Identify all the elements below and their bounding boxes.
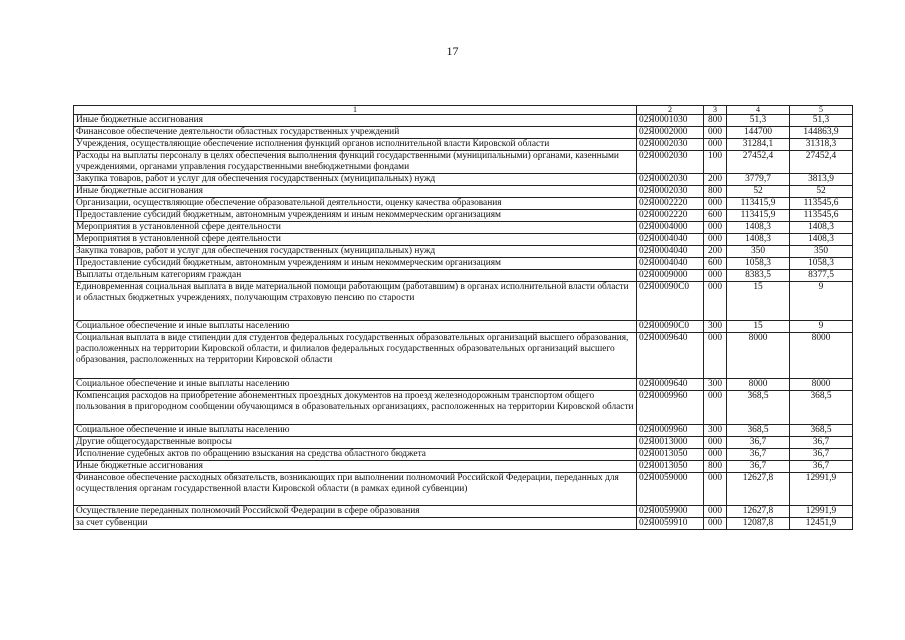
table-row	[74, 174, 853, 186]
row-code: 02Я0013050	[637, 461, 704, 473]
row-code: 02Я0002030	[637, 151, 704, 174]
row-type: 000	[704, 449, 727, 461]
row-name: Социальное обеспечение и иные выплаты населению	[74, 425, 637, 437]
row-name: Иные бюджетные ассигнования	[74, 461, 637, 473]
row-name: Закупка товаров, работ и услуг для обеспечения государственных (муниципальных) нужд	[74, 246, 637, 258]
table-row	[74, 246, 853, 258]
row-type: 000	[704, 506, 727, 518]
row-value-1: 51,3	[727, 115, 790, 127]
table-row	[74, 115, 853, 127]
row-name: Организации, осуществляющие обеспечение образовательной деятельности, оценку качества образования	[74, 198, 637, 210]
row-value-2: 368,5	[790, 391, 853, 425]
row-type: 800	[704, 115, 727, 127]
row-value-2: 36,7	[790, 449, 853, 461]
row-value-2: 12991,9	[790, 473, 853, 506]
row-type: 000	[704, 127, 727, 139]
table-row	[74, 139, 853, 151]
row-name: Исполнение судебных актов по обращению взыскания на средства областного бюджета	[74, 449, 637, 461]
table-row	[74, 222, 853, 234]
row-code: 02Я0013050	[637, 449, 704, 461]
row-name: Иные бюджетные ассигнования	[74, 186, 637, 198]
row-value-2: 51,3	[790, 115, 853, 127]
row-code: 02Я0004040	[637, 246, 704, 258]
row-value-1: 8000	[727, 333, 790, 379]
table-row	[74, 151, 853, 174]
table-row	[74, 186, 853, 198]
row-value-2: 3813,9	[790, 174, 853, 186]
row-value-1: 15	[727, 321, 790, 333]
row-type: 200	[704, 174, 727, 186]
table-row	[74, 258, 853, 270]
row-value-1: 1058,3	[727, 258, 790, 270]
row-type: 000	[704, 198, 727, 210]
table-row	[74, 234, 853, 246]
row-value-1: 52	[727, 186, 790, 198]
budget-table	[73, 105, 853, 530]
row-name: Финансовое обеспечение расходных обязательств, возникающих при выполнении полномочий Российской Федерации, переданных для осуществления органам государственной власти Кировской области (в рамках единой субвенции)	[74, 473, 637, 506]
row-type: 000	[704, 333, 727, 379]
row-value-1: 31284,1	[727, 139, 790, 151]
row-code: 02Я0009640	[637, 333, 704, 379]
row-name: Учреждения, осуществляющие обеспечение исполнения функций органов исполнительной власти Кировской области	[74, 139, 637, 151]
row-value-2: 368,5	[790, 425, 853, 437]
table-row	[74, 282, 853, 321]
row-value-2: 9	[790, 321, 853, 333]
row-value-1: 12627,8	[727, 473, 790, 506]
row-name: Социальная выплата в виде стипендии для студентов федеральных государственных образовательных организаций высшего образования, расположенных на территории Кировской области, и филиалов федеральных государственных образовательных организаций высшего образования, расположенных на территории Кировской области	[74, 333, 637, 379]
row-value-1: 8000	[727, 379, 790, 391]
row-code: 02Я00090С0	[637, 282, 704, 321]
row-code: 02Я0004040	[637, 234, 704, 246]
row-type: 300	[704, 379, 727, 391]
header-cell: 3	[704, 106, 727, 115]
row-name: Социальное обеспечение и иные выплаты населению	[74, 379, 637, 391]
row-value-2: 52	[790, 186, 853, 198]
header-cell: 2	[637, 106, 704, 115]
row-code: 02Я0059000	[637, 473, 704, 506]
row-value-1: 113415,9	[727, 198, 790, 210]
row-value-2: 8000	[790, 379, 853, 391]
row-code: 02Я0009960	[637, 391, 704, 425]
row-name: Предоставление субсидий бюджетным, автономным учреждениям и иным некоммерческим организациям	[74, 258, 637, 270]
header-cell: 5	[790, 106, 853, 115]
row-code: 02Я0004000	[637, 222, 704, 234]
row-name: Иные бюджетные ассигнования	[74, 115, 637, 127]
row-value-1: 36,7	[727, 437, 790, 449]
row-value-1: 368,5	[727, 391, 790, 425]
row-type: 800	[704, 186, 727, 198]
row-value-1: 12087,8	[727, 518, 790, 530]
table-row	[74, 518, 853, 530]
row-value-2: 8377,5	[790, 270, 853, 282]
row-type: 000	[704, 391, 727, 425]
row-name: Компенсация расходов на приобретение абонементных проездных документов на проезд железнодорожным транспортом общего пользования в пригородном сообщении обучающимся в образовательных организациях, расположенных на территории Кировской области	[74, 391, 637, 425]
row-value-1: 113415,9	[727, 210, 790, 222]
table-row	[74, 198, 853, 210]
row-value-2: 113545,6	[790, 210, 853, 222]
row-code: 02Я0059900	[637, 506, 704, 518]
row-value-1: 144700	[727, 127, 790, 139]
row-code: 02Я0001030	[637, 115, 704, 127]
row-name: Расходы на выплаты персоналу в целях обеспечения выполнения функций государственными (муниципальными) органами, казенными учреждениями, органами управления государственными внебюджетными фондами	[74, 151, 637, 174]
row-type: 000	[704, 234, 727, 246]
row-code: 02Я0009000	[637, 270, 704, 282]
table-row	[74, 127, 853, 139]
row-value-2: 27452,4	[790, 151, 853, 174]
row-value-2: 9	[790, 282, 853, 321]
row-type: 000	[704, 437, 727, 449]
row-code: 02Я0002000	[637, 127, 704, 139]
header-cell: 4	[727, 106, 790, 115]
table-row	[74, 210, 853, 222]
row-type: 000	[704, 518, 727, 530]
row-value-2: 1408,3	[790, 234, 853, 246]
row-value-2: 12451,9	[790, 518, 853, 530]
row-value-1: 36,7	[727, 449, 790, 461]
row-value-2: 113545,6	[790, 198, 853, 210]
row-type: 000	[704, 473, 727, 506]
row-code: 02Я0002220	[637, 198, 704, 210]
row-value-2: 8000	[790, 333, 853, 379]
row-type: 000	[704, 270, 727, 282]
row-code: 02Я0002220	[637, 210, 704, 222]
table-row	[74, 437, 853, 449]
row-value-2: 12991,9	[790, 506, 853, 518]
row-value-1: 350	[727, 246, 790, 258]
row-type: 800	[704, 461, 727, 473]
table-row	[74, 270, 853, 282]
row-value-2: 31318,3	[790, 139, 853, 151]
row-value-1: 3779,7	[727, 174, 790, 186]
row-value-1: 12627,8	[727, 506, 790, 518]
row-value-1: 1408,3	[727, 222, 790, 234]
row-type: 600	[704, 258, 727, 270]
table-row	[74, 506, 853, 518]
row-value-2: 1408,3	[790, 222, 853, 234]
row-name: за счет субвенции	[74, 518, 637, 530]
row-code: 02Я0059910	[637, 518, 704, 530]
row-name: Социальное обеспечение и иные выплаты населению	[74, 321, 637, 333]
row-value-1: 368,5	[727, 425, 790, 437]
row-code: 02Я0002030	[637, 174, 704, 186]
row-type: 000	[704, 139, 727, 151]
row-value-1: 27452,4	[727, 151, 790, 174]
row-name: Единовременная социальная выплата в виде материальной помощи работающим (работавшим) в органах исполнительной власти области и областных бюджетных учреждениях, получающим страховую пенсию по старости	[74, 282, 637, 321]
table-row	[74, 461, 853, 473]
row-name: Закупка товаров, работ и услуг для обеспечения государственных (муниципальных) нужд	[74, 174, 637, 186]
row-code: 02Я00090С0	[637, 321, 704, 333]
row-code: 02Я0009960	[637, 425, 704, 437]
row-value-2: 1058,3	[790, 258, 853, 270]
table-row	[74, 333, 853, 379]
page-number: 17	[446, 44, 459, 58]
row-type: 200	[704, 246, 727, 258]
row-type: 300	[704, 321, 727, 333]
row-code: 02Я0004040	[637, 258, 704, 270]
table-row	[74, 425, 853, 437]
row-code: 02Я0002030	[637, 139, 704, 151]
row-type: 000	[704, 282, 727, 321]
row-name: Предоставление субсидий бюджетным, автономным учреждениям и иным некоммерческим организациям	[74, 210, 637, 222]
table-header-row	[74, 106, 853, 115]
row-value-1: 1408,3	[727, 234, 790, 246]
row-value-1: 8383,5	[727, 270, 790, 282]
row-code: 02Я0002030	[637, 186, 704, 198]
row-type: 600	[704, 210, 727, 222]
table-row	[74, 379, 853, 391]
row-value-2: 36,7	[790, 437, 853, 449]
row-code: 02Я0009640	[637, 379, 704, 391]
row-type: 000	[704, 222, 727, 234]
row-value-1: 36,7	[727, 461, 790, 473]
row-code: 02Я0013000	[637, 437, 704, 449]
row-name: Мероприятия в установленной сфере деятельности	[74, 234, 637, 246]
row-value-2: 350	[790, 246, 853, 258]
row-name: Осуществление переданных полномочий Российской Федерации в сфере образования	[74, 506, 637, 518]
table-row	[74, 321, 853, 333]
row-name: Финансовое обеспечение деятельности областных государственных учреждений	[74, 127, 637, 139]
table-row	[74, 473, 853, 506]
row-value-2: 144863,9	[790, 127, 853, 139]
row-type: 100	[704, 151, 727, 174]
row-name: Другие общегосударственные вопросы	[74, 437, 637, 449]
header-cell: 1	[74, 106, 637, 115]
row-type: 300	[704, 425, 727, 437]
row-name: Выплаты отдельным категориям граждан	[74, 270, 637, 282]
table-row	[74, 391, 853, 425]
row-value-1: 15	[727, 282, 790, 321]
row-name: Мероприятия в установленной сфере деятельности	[74, 222, 637, 234]
table-row	[74, 449, 853, 461]
row-value-2: 36,7	[790, 461, 853, 473]
